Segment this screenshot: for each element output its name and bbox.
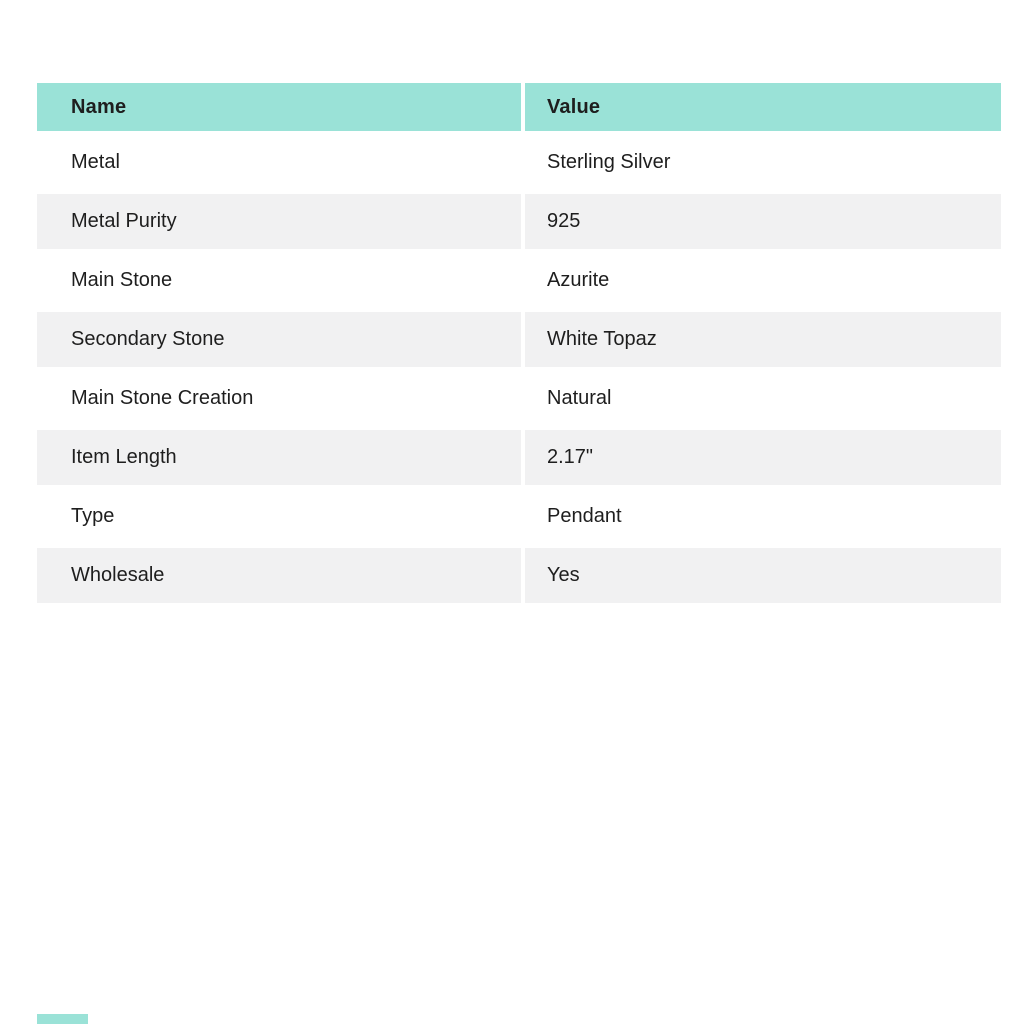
name-cell: Main Stone (71, 269, 173, 291)
table-row-type (37, 489, 1001, 544)
partial-next-table-header-fragment (37, 1014, 88, 1024)
name-cell: Secondary Stone (37, 312, 521, 367)
value-cell: Sterling Silver (547, 151, 671, 173)
value-cell: White Topaz (525, 312, 1001, 367)
column-header-value: Value (525, 83, 1001, 131)
value-cell: Natural (547, 387, 612, 409)
column-header-name: Name (37, 83, 521, 131)
name-cell: Metal Purity (37, 194, 521, 249)
table-row-main-stone-creation (37, 371, 1001, 426)
table-row-wholesale (37, 548, 1001, 603)
value-cell: 2.17" (525, 430, 1001, 485)
name-cell: Item Length (37, 430, 521, 485)
name-cell: Wholesale (37, 548, 521, 603)
name-cell: Main Stone Creation (71, 387, 254, 409)
table-header (37, 83, 1001, 131)
table-row-metal-purity (37, 194, 1001, 249)
value-cell: Pendant (547, 505, 622, 527)
product-spec-table (33, 79, 1005, 607)
value-cell: 925 (525, 194, 1001, 249)
header-row (37, 83, 1001, 131)
value-cell: Azurite (547, 269, 610, 291)
table-row-main-stone (37, 253, 1001, 308)
table-row-item-length (37, 430, 1001, 485)
value-cell: Yes (525, 548, 1001, 603)
name-cell: Type (71, 505, 115, 527)
table-body (37, 135, 1001, 603)
name-cell: Metal (71, 151, 120, 173)
table-row-metal (37, 135, 1001, 190)
table-row-secondary-stone (37, 312, 1001, 367)
